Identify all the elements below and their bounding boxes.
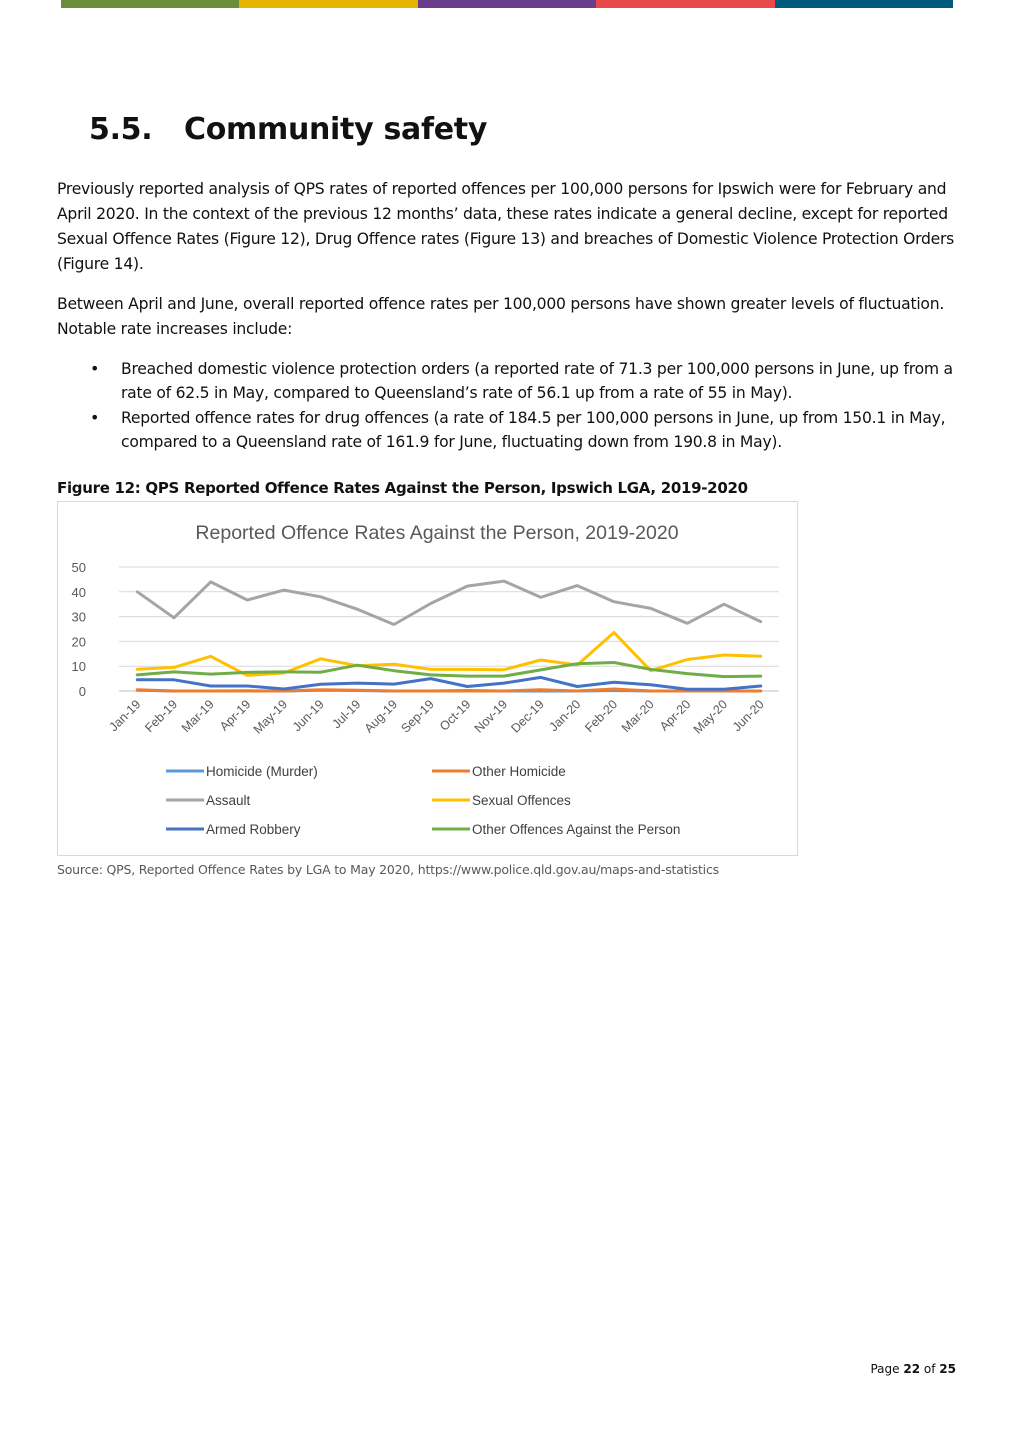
series-line: [137, 677, 760, 689]
x-tick-label: Feb-19: [142, 697, 181, 736]
band-segment: [775, 0, 953, 8]
top-color-band: [61, 0, 953, 8]
bullet-list: [57, 357, 957, 455]
legend-label: Other Homicide: [472, 764, 566, 779]
x-tick-label: Jan-20: [546, 697, 584, 735]
page-footer: [870, 1362, 956, 1376]
section-number: 5.5.: [89, 112, 153, 147]
section-heading: [89, 112, 487, 147]
x-tick-label: Jun-19: [289, 697, 327, 735]
line-chart: [58, 502, 799, 857]
figure-caption: Figure 12: QPS Reported Offence Rates Against the Person, Ipswich LGA, 2019-2020: [57, 479, 748, 497]
x-tick-label: Oct-19: [437, 697, 474, 734]
bullet-item: [57, 406, 957, 454]
band-segment: [596, 0, 774, 8]
page-number: 22: [903, 1362, 921, 1376]
bullet-item: [57, 357, 957, 405]
page-word: Page: [870, 1362, 900, 1376]
of-word: of: [923, 1362, 936, 1376]
source-note: Source: QPS, Reported Offence Rates by LGA to May 2020, https://www.police.qld.gov.au/maps-and-statistics: [57, 862, 719, 877]
chart-title: Reported Offence Rates Against the Person, 2019-2020: [195, 522, 679, 544]
x-tick-label: Mar-19: [178, 697, 217, 736]
y-tick-label: 10: [71, 659, 86, 675]
legend-label: Homicide (Murder): [206, 764, 318, 779]
legend-label: Sexual Offences: [472, 793, 571, 808]
series-line: [137, 633, 760, 676]
paragraph-1: Previously reported analysis of QPS rates of reported offences per 100,000 persons for Ipswich were for February and April 2020. In the context of the previous 12 months’ data, these rates indicate a general decline, except for reported Sexual Offence Rates (Figure 12), Drug Offence rates (Figure 13) and breaches of Domestic Violence Protection Orders (Figure 14).: [57, 180, 955, 273]
x-tick-label: Jun-20: [729, 697, 767, 735]
x-tick-label: Feb-20: [582, 697, 621, 736]
y-tick-label: 30: [71, 609, 86, 625]
section-title: Community safety: [184, 112, 488, 147]
band-segment: [418, 0, 596, 8]
legend-label: Assault: [206, 793, 251, 808]
y-tick-label: 0: [78, 684, 86, 699]
legend-label: Armed Robbery: [206, 822, 301, 837]
x-tick-label: May-20: [690, 697, 731, 737]
bullet-dot-icon: •: [90, 408, 100, 427]
x-tick-label: Mar-20: [618, 697, 657, 736]
x-tick-label: Jul-19: [329, 697, 364, 732]
legend-label: Other Offences Against the Person: [472, 822, 681, 837]
x-tick-label: Sep-19: [398, 697, 437, 736]
bullet-dot-icon: •: [90, 359, 100, 378]
band-segment: [61, 0, 239, 8]
x-tick-label: Nov-19: [471, 697, 511, 736]
x-tick-label: Apr-19: [217, 697, 254, 734]
y-tick-label: 50: [71, 560, 86, 575]
x-tick-label: May-19: [250, 697, 291, 737]
bullet-text: Reported offence rates for drug offences (a rate of 184.5 per 100,000 persons in June, up from 150.1 in May, compared to a Queensland rate of 161.9 for June, fluctuating down from 190.8 in May).: [121, 409, 946, 451]
x-tick-label: Jan-19: [106, 697, 144, 735]
x-tick-label: Aug-19: [361, 697, 401, 736]
bullet-text: Breached domestic violence protection orders (a reported rate of 71.3 per 100,000 persons in June, up from a rate of 62.5 in May, compared to Queensland’s rate of 56.1 up from a rate of 55 in May).: [121, 360, 953, 402]
y-tick-label: 40: [71, 584, 86, 600]
x-tick-label: Dec-19: [508, 697, 547, 736]
chart-container: [57, 501, 798, 856]
paragraph-2: Between April and June, overall reported offence rates per 100,000 persons have shown greater levels of fluctuation. Notable rate increases include:: [57, 295, 945, 338]
y-tick-label: 20: [71, 634, 86, 650]
page-total: 25: [939, 1362, 956, 1376]
x-tick-label: Apr-20: [657, 697, 694, 734]
band-segment: [239, 0, 417, 8]
series-line: [137, 581, 760, 624]
